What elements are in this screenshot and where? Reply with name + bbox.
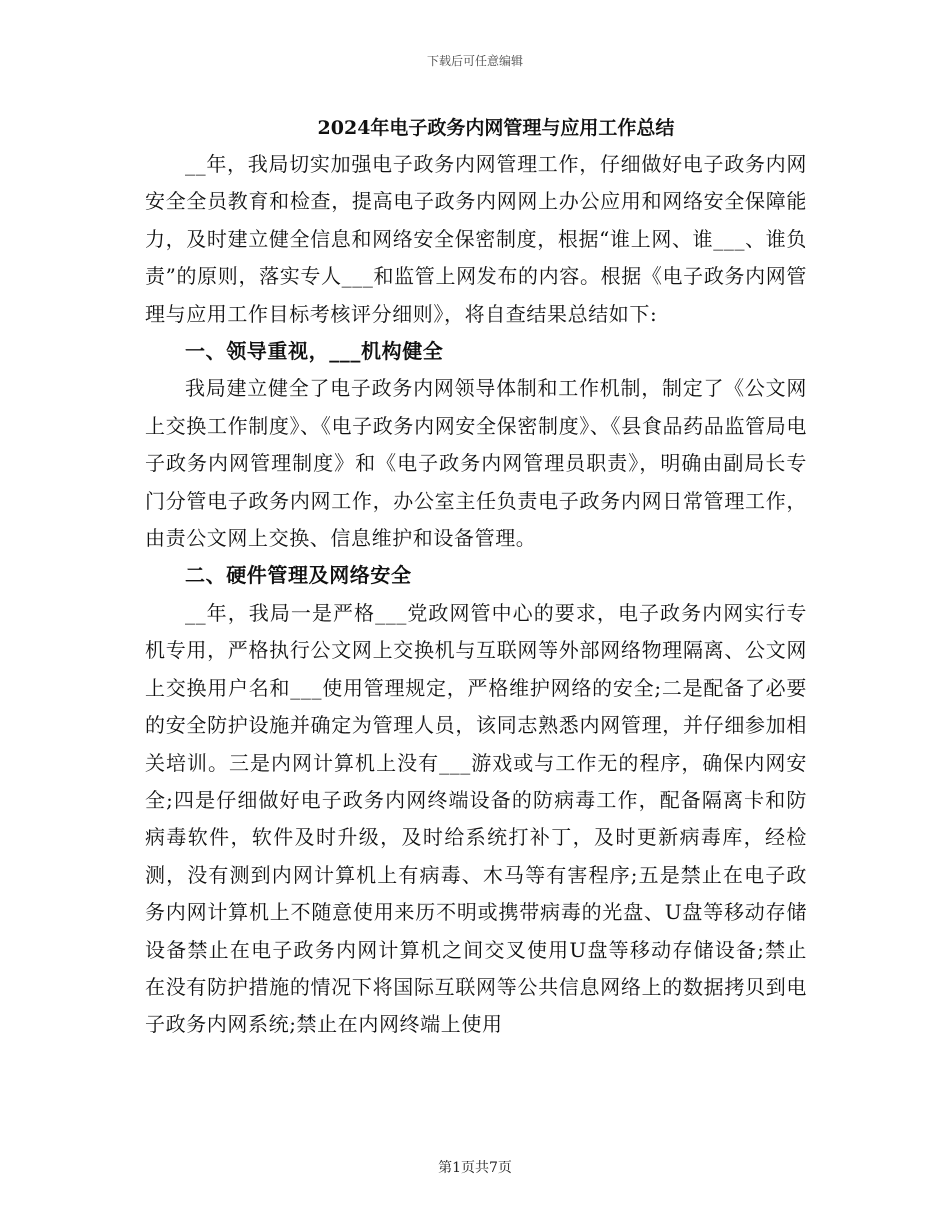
section-heading-2: 二、硬件管理及网络安全 (185, 563, 412, 588)
document-body (145, 110, 807, 1044)
page-header-note: 下载后可任意编辑 (426, 54, 523, 68)
page-number: 第1页共7页 (438, 1160, 512, 1176)
section-heading-1: 一、领导重视，___机构健全 (185, 339, 444, 364)
section-body-2: __年，我局一是严格___党政网管中心的要求，电子政务内网实行专机专用，严格执行公文网上交换机与互联网等外部网络物理隔离、公文网上交换用户名和___使用管理规定，严格维护网络的安全;二是配备了必要的安全防护设施并确定为管理人员，该同志熟悉内网管理，并仔细参加相关培训。三是内网计算机上没有___游戏或与工作无的程序，确保内网安全;四是仔细做好电子政务内网终端设备的防病毒工作，配备隔离卡和防病毒软件，软件及时升级，及时给系统打补丁，及时更新病毒库，经检测，没有测到内网计算机上有病毒、木马等有害程序;五是禁止在电子政务内网计算机上不随意使用来历不明或携带病毒的光盘、U盘等移动存储设备禁止在电子政务内网计算机之间交叉使用U盘等移动存储设备;禁止在没有防护措施的情况下将国际互联网等公共信息网络上的数据拷贝到电子政务内网系统;禁止在内网终端上使用 (145, 600, 807, 1037)
intro-paragraph: __年，我局切实加强电子政务内网管理工作，仔细做好电子政务内网安全全员教育和检查，提高电子政务内网网上办公应用和网络安全保障能力，及时建立健全信息和网络安全保密制度，根据“谁上网、谁___、谁负责”的原则，落实专人___和监管上网发布的内容。根据《电子政务内网管理与应用工作目标考核评分细则》，将自查结果总结如下: (145, 152, 807, 326)
section-body-1: 我局建立健全了电子政务内网领导体制和工作机制，制定了《公文网上交换工作制度》、《电子政务内网安全保密制度》、《县食品药品监管局电子政务内网管理制度》和《电子政务内网管理员职责》，明确由副局长专门分管电子政务内网工作，办公室主任负责电子政务内网日常管理工作，由责公文网上交换、信息维护和设备管理。 (145, 376, 807, 551)
document-title: 2024年电子政务内网管理与应用工作总结 (317, 117, 675, 139)
